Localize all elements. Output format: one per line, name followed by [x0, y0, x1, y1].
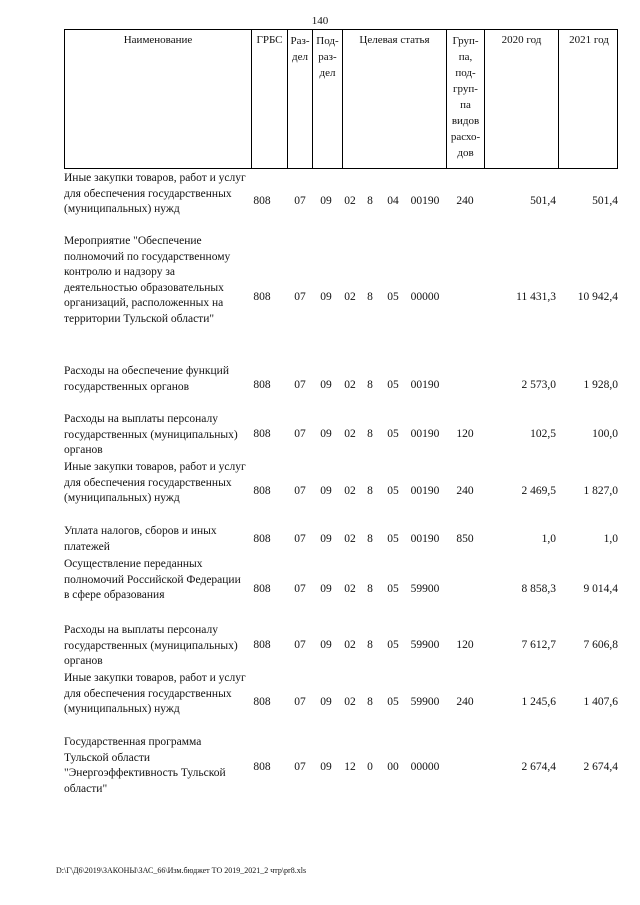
row-ts2: 8: [367, 379, 373, 391]
row-y2020: 1 245,6: [521, 696, 556, 708]
header-razdel: Раз- дел: [288, 30, 313, 168]
row-y2021: 2 674,4: [583, 761, 618, 773]
row-grbs: 808: [253, 195, 271, 207]
row-podrazdel: 09: [320, 428, 332, 440]
row-ts2: 8: [367, 583, 373, 595]
row-name: Осуществление переданных полномочий Российской Федерации в сфере образования: [64, 558, 241, 601]
row-vid: 240: [456, 485, 474, 497]
row-y2020: 102,5: [530, 428, 556, 440]
row-ts1: 12: [344, 761, 356, 773]
row-podrazdel: 09: [320, 696, 332, 708]
row-ts3: 00: [387, 761, 399, 773]
row-name: Расходы на выплаты персоналу государственных (муниципальных) органов: [64, 624, 238, 667]
row-grbs: 808: [253, 761, 271, 773]
row-y2020: 1,0: [541, 533, 556, 545]
row-ts2: 0: [367, 761, 373, 773]
row-name: Государственная программа Тульской области "Энергоэффективность Тульской области": [64, 736, 226, 795]
row-y2021: 1 827,0: [583, 485, 618, 497]
row-ts1: 02: [344, 195, 356, 207]
row-grbs: 808: [253, 291, 271, 303]
row-ts3: 05: [387, 583, 399, 595]
row-podrazdel: 09: [320, 533, 332, 545]
row-razdel: 07: [294, 485, 306, 497]
row-y2021: 100,0: [592, 428, 618, 440]
row-ts4: 00000: [410, 291, 440, 303]
row-razdel: 07: [294, 291, 306, 303]
header-grbs: ГРБС: [252, 30, 288, 168]
row-ts4: 00190: [410, 533, 440, 545]
row-vid: 240: [456, 696, 474, 708]
row-ts4: 00190: [410, 428, 440, 440]
row-podrazdel: 09: [320, 485, 332, 497]
row-podrazdel: 09: [320, 291, 332, 303]
row-razdel: 07: [294, 696, 306, 708]
row-razdel: 07: [294, 639, 306, 651]
row-ts2: 8: [367, 533, 373, 545]
row-ts3: 04: [387, 195, 399, 207]
row-razdel: 07: [294, 379, 306, 391]
row-ts1: 02: [344, 583, 356, 595]
row-y2020: 7 612,7: [521, 639, 556, 651]
header-celevaya-statya: Целевая статья: [343, 30, 447, 168]
row-razdel: 07: [294, 428, 306, 440]
row-razdel: 07: [294, 583, 306, 595]
header-year-2021: 2021 год: [569, 34, 609, 46]
row-podrazdel: 09: [320, 583, 332, 595]
row-ts4: 00190: [410, 195, 440, 207]
row-podrazdel: 09: [320, 639, 332, 651]
row-grbs: 808: [253, 485, 271, 497]
row-ts3: 05: [387, 379, 399, 391]
row-ts3: 05: [387, 533, 399, 545]
row-name: Расходы на выплаты персоналу государственных (муниципальных) органов: [64, 413, 238, 456]
row-ts2: 8: [367, 428, 373, 440]
row-podrazdel: 09: [320, 761, 332, 773]
row-y2021: 10 942,4: [577, 291, 618, 303]
row-vid: 850: [456, 533, 474, 545]
row-y2020: 2 573,0: [521, 379, 556, 391]
row-ts3: 05: [387, 428, 399, 440]
row-ts3: 05: [387, 485, 399, 497]
row-name: Иные закупки товаров, работ и услуг для обеспечения государственных (муниципальных) нужд: [64, 672, 246, 715]
row-ts3: 05: [387, 696, 399, 708]
table-header: [64, 29, 618, 169]
row-y2020: 2 469,5: [521, 485, 556, 497]
row-y2021: 1,0: [603, 533, 618, 545]
row-ts1: 02: [344, 639, 356, 651]
row-ts1: 02: [344, 428, 356, 440]
row-grbs: 808: [253, 583, 271, 595]
row-y2021: 7 606,8: [583, 639, 618, 651]
row-y2020: 2 674,4: [521, 761, 556, 773]
row-ts4: 00190: [410, 379, 440, 391]
row-vid: 120: [456, 428, 474, 440]
row-y2021: 501,4: [592, 195, 618, 207]
row-ts2: 8: [367, 195, 373, 207]
row-name: Иные закупки товаров, работ и услуг для обеспечения государственных (муниципальных) нужд: [64, 461, 246, 504]
row-name: Уплата налогов, сборов и иных платежей: [64, 525, 217, 553]
row-ts1: 02: [344, 696, 356, 708]
row-y2021: 9 014,4: [583, 583, 618, 595]
row-podrazdel: 09: [320, 195, 332, 207]
row-ts2: 8: [367, 291, 373, 303]
header-year-2020: 2020 год: [485, 30, 559, 168]
row-grbs: 808: [253, 379, 271, 391]
row-ts1: 02: [344, 291, 356, 303]
row-y2021: 1 407,6: [583, 696, 618, 708]
row-ts3: 05: [387, 291, 399, 303]
row-ts3: 05: [387, 639, 399, 651]
header-podrazdel: Под- раз- дел: [313, 30, 343, 168]
row-ts1: 02: [344, 379, 356, 391]
row-razdel: 07: [294, 761, 306, 773]
file-path-footer: D:\Г\Д6\2019\ЗАКОНЫ\ЗАС_66\Изм.бюджет ТО 2019_2021_2 чтр\pr8.xls: [56, 866, 307, 875]
row-y2021: 1 928,0: [583, 379, 618, 391]
row-name: Иные закупки товаров, работ и услуг для обеспечения государственных (муниципальных) нужд: [64, 172, 246, 215]
row-vid: 240: [456, 195, 474, 207]
row-ts4: 59900: [410, 696, 440, 708]
row-ts4: 59900: [410, 583, 440, 595]
row-vid: 120: [456, 639, 474, 651]
row-ts1: 02: [344, 533, 356, 545]
row-grbs: 808: [253, 533, 271, 545]
row-grbs: 808: [253, 696, 271, 708]
header-name: Наименование: [65, 30, 252, 168]
row-ts2: 8: [367, 485, 373, 497]
row-ts2: 8: [367, 639, 373, 651]
row-grbs: 808: [253, 639, 271, 651]
row-podrazdel: 09: [320, 379, 332, 391]
row-y2020: 11 431,3: [516, 291, 556, 303]
row-ts4: 00190: [410, 485, 440, 497]
row-razdel: 07: [294, 195, 306, 207]
row-y2020: 501,4: [530, 195, 556, 207]
row-y2020: 8 858,3: [521, 583, 556, 595]
page-number: 140: [311, 15, 329, 27]
row-ts4: 59900: [410, 639, 440, 651]
row-name: Мероприятие "Обеспечение полномочий по государственному контролю и надзору за деятельностью образовательных организаций, расположенных на территории Тульской области": [64, 235, 231, 325]
row-ts4: 00000: [410, 761, 440, 773]
row-ts2: 8: [367, 696, 373, 708]
row-name: Расходы на обеспечение функций государственных органов: [64, 365, 229, 393]
header-vid-rashodov: Груп- па, под- груп- па видов расхо- дов: [447, 30, 485, 168]
row-razdel: 07: [294, 533, 306, 545]
row-ts1: 02: [344, 485, 356, 497]
row-grbs: 808: [253, 428, 271, 440]
